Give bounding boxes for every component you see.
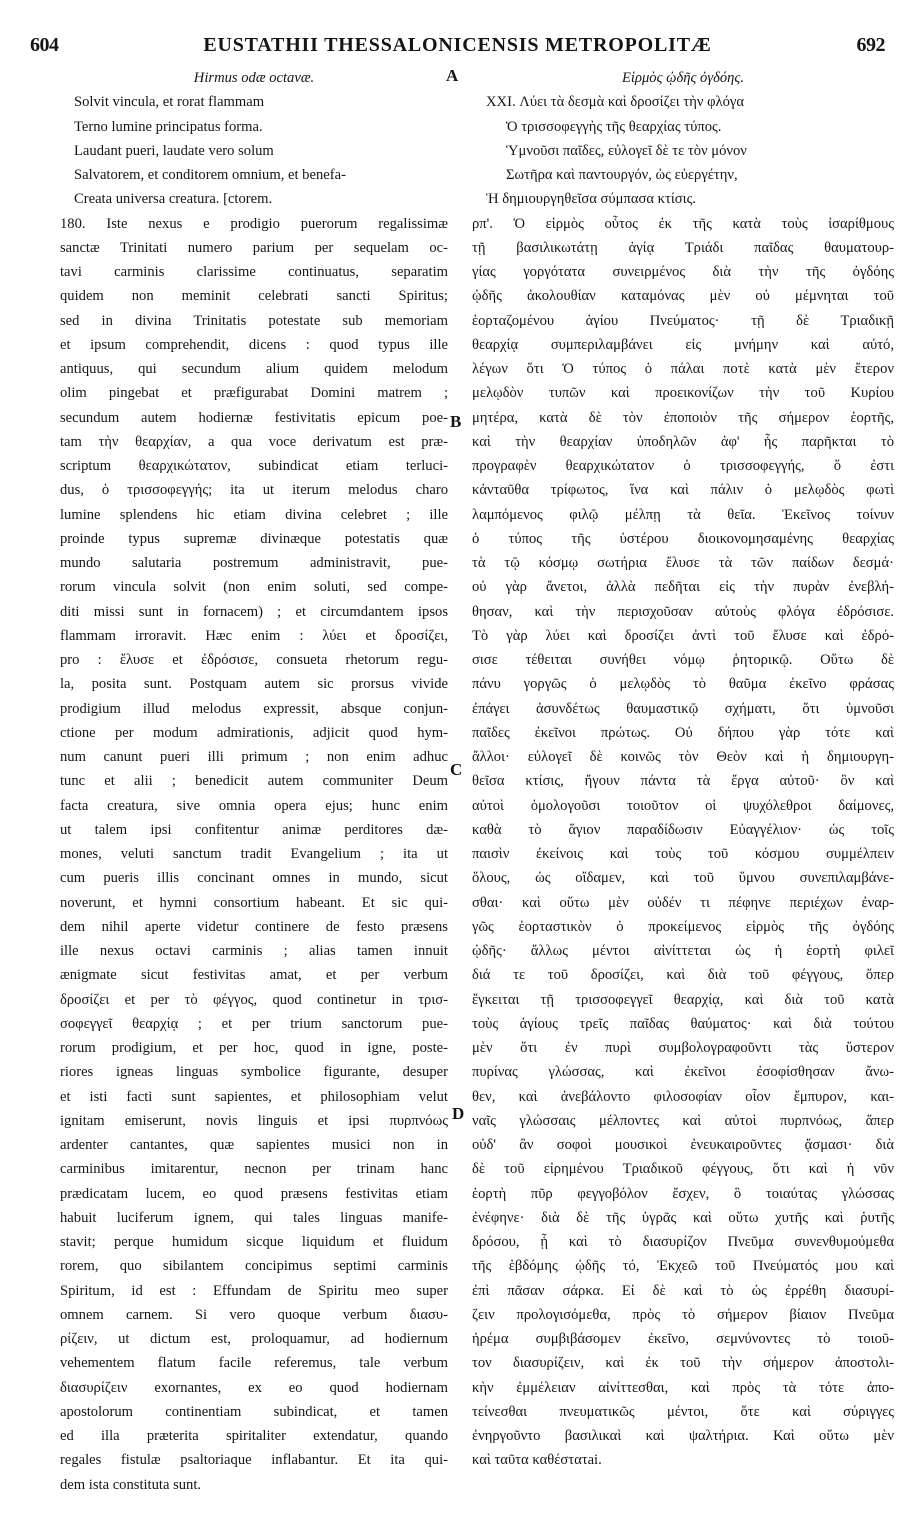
latin-text-line: vehementem flatum facile referemus, tale verbum [60,1355,448,1372]
latin-text-line: prodigium illud melodus expressit, absque conjun- [60,700,448,717]
greek-text-line: πάνυ γοργῶς ὁ μελῳδὸς τὸ θαῦμα ἐκεῖνο φράσας [472,676,894,693]
greek-text-line: ᾠδῆς· ἄλλως μέντοι αἰνίττεται ὡς ἡ ἑορτὴ φιλεῖ [472,943,894,959]
greek-text-line: γίας γοργότατα συνειρμένος διὰ τὴν τῆς ὀγδόης [472,264,894,280]
latin-text-line: δροσίζει et per τὸ φέγγος, quod continetur in τρισ- [60,991,448,1008]
latin-text-line: carminibus imitarentur, necnon per trinam hanc [60,1161,448,1178]
latin-text-line: diti missi sunt in fornacem) ; et circumdantem ipsos [60,603,448,620]
latin-text-line: tam τὴν θεαρχίαν, a qua voce derivatum est præ- [60,433,448,450]
greek-text-line: καθὰ τὸ ἅγιον παραδίδωσιν Εὐαγγέλιον· ὡς τοῖς [472,821,894,838]
greek-text-line: Ὁ τρισσοφεγγὴς τῆς θεαρχίας τύπος. [506,118,722,135]
running-title: EUSTATHII THESSALONICENSIS METROPOLITÆ [203,34,712,56]
latin-text-line: facta creatura, sive omnia opera ejus; hunc enim [60,797,448,814]
greek-text-line: δὲ τοῦ εἰρημένου Τριαδικοῦ φέγγους, ὅτι καὶ ἡ νῦν [472,1161,894,1178]
greek-text-line: Σωτῆρα καὶ παντουργόν, ὡς εὐεργέτην, [506,167,738,183]
greek-text-line: ζειν προλογισόμεθα, πρὸς τὸ σήμερον βίαιον Πνεῦμα [472,1306,894,1323]
latin-text-line: dus, ὁ τρισσοφεγγής; ita ut iterum melodus charo [60,482,448,499]
greek-text-line: μητέρα, κατὰ δὲ τὸν ἐποποιὸν τῆς σήμερον ἑορτῆς, [472,409,894,426]
greek-text-line: τείνεσθαι πνευματικῶς μέντοι, ὅτε καὶ σύριγγες [472,1403,894,1420]
greek-text-line: μὲν ὅτι ἐν πυρὶ συμβολογραφοῦντι τὰς ὕστερον [472,1040,894,1056]
latin-text-line: olim pingebat et præfigurabat Domini matrem ; [60,385,448,402]
latin-text-line: et ipsum comprehendit, dicens : quod typus ille [60,336,448,353]
greek-text-line: θεῖσα κτίσις, ἤγουν πάντα τὰ ἔργα αὐτοῦ· ὃν καὶ [472,773,894,790]
greek-text-line: XXI. Λύει τὰ δεσμὰ καὶ δροσίζει τὴν φλόγα [486,94,744,111]
greek-text-line: θεν, καὶ ἀνεβάλοντο φιλοσοφίαν οἷον ἔμπυρον, και- [472,1088,894,1105]
running-header [30,34,885,58]
greek-text-line: ἑορταζομένου ἁγίου Πνεύματος· τῇ δὲ Τριαδικῇ [472,312,894,329]
latin-text-line: et isti facti sunt sapientes, et philosophiam velut [60,1088,448,1105]
greek-text-line: τῇ βασιλικωτάτῃ ἁγίᾳ Τριάδι παῖδας θαυματουρ- [472,239,894,256]
margin-marker-d: D [452,1104,465,1123]
latin-text-line: 180. Iste nexus e prodigio puerorum regalissimæ [60,215,448,232]
greek-text-line: αὐτοὶ ὁμολογοῦσι τοιοῦτον οἱ ψυχόλεθροι δαίμονες, [472,797,894,814]
latin-text-line: sanctæ Trinitati numero parium per sequelam oc- [60,239,448,256]
latin-text-line: antiquus, qui secundum alium quidem melodum [60,361,448,377]
greek-text-line: θησαν, καὶ τὴν περισχοῦσαν αὐτοὺς φλόγα ἐδρόσισε. [472,603,894,620]
latin-text-line: σοφεγγεῖ θεαρχίᾳ ; et per trium sanctorum pue- [60,1015,448,1032]
greek-text-line: ἐπάγει ἀσυνδέτως θαυμαστικῷ σχήματι, ὅτι ὑμνοῦσι [472,700,894,717]
latin-text-line: quidem non meminit celebrati sancti Spiritus; [60,288,448,305]
latin-text-line: Spiritum, id est : Effundam de Spiritu meo super [60,1282,448,1299]
latin-column [60,66,448,1497]
greek-text-line: ἐνέφηνε· διὰ δὲ τῆς ὑγρᾶς καὶ οὕτω χυτῆς καὶ ῥυτῆς [472,1209,894,1226]
greek-text-line: τοὺς ἁγίους τρεῖς παῖδας θαύματος· καὶ διὰ τούτου [472,1015,894,1032]
greek-text-line: τον διασυρίζειν, καὶ ἐκ τοῦ τὴν σήμερον ἀποστολι- [472,1355,894,1372]
margin-marker-b: B [450,412,462,431]
greek-text-line: ὁ τύπος τῆς ὑστέρου διοικονομησαμένης θεαρχίας [472,530,894,547]
latin-text-line: διασυρίζειν exornantes, ex eo quod hodiernam [60,1379,448,1396]
latin-text-line: ρίζειν, ut dictum est, proloquamur, ad hodiernum [60,1331,448,1347]
latin-text-line: mundo salutaria postremum administravit, pue- [60,555,448,571]
latin-text-line: ille nexus octavi carminis ; alias tamen innuit [60,943,448,959]
latin-text-line: mones, veluti sanctum tradit Evangelium ; ita ut [60,846,448,862]
greek-text-line: ἐνηργοῦντο βασιλικαὶ καὶ ψαλτήρια. Καὶ οὕτω μὲν [472,1428,894,1444]
greek-text-line: ἐπὶ πᾶσαν σάρκα. Εἰ δὲ καὶ τὸ ὡς ἐρρέθη διασυρί- [472,1282,894,1299]
page-number-right: 692 [856,34,885,56]
greek-text-line: Ὑμνοῦσι παῖδες, εὐλογεῖ δὲ τε τὸν μόνον [506,142,747,159]
greek-text-line: ρπ'. Ὁ εἱρμὸς οὗτος ἐκ τῆς κατὰ τοὺς ἰσαρίθμους [472,215,894,232]
greek-text-line: ναῖς γλώσσαις μέλποντες καὶ αὐτοὶ πυρπνόως, ἅπερ [472,1112,894,1129]
latin-text-line: num canunt pueri illi primum ; non enim adhuc [60,749,448,765]
greek-text-line: παῖδες ἐκεῖνοι πρώτως. Οὐ δήπου γὰρ τότε καὶ [472,724,894,741]
greek-text-line: ἑορτὴ πῦρ φεγγοβόλον ἔσχεν, ὃ τοιαύτας γλώσσας [472,1185,894,1202]
greek-column [472,66,894,1473]
latin-text-line: Terno lumine principatus forma. [74,118,263,135]
latin-text-line: rorum prodigium, et per hoc, quod in igne, poste- [60,1040,448,1056]
greek-text-line: κὴν ἐμμέλειαν αἰνίττεσθαι, καὶ πρὸς τὰ τότε ἀπο- [472,1379,894,1396]
greek-text-line: Ἡ δημιουργηθεῖσα σύμπασα κτίσις. [486,191,696,208]
greek-text-line: ἔγκειται τῇ τρισσοφεγγεῖ θεαρχίᾳ, καὶ διὰ τοῦ κατὰ [472,991,894,1008]
greek-text-line: καὶ ταῦτα καθέστατai. [472,1452,602,1469]
latin-text-line: ignitam emiserunt, novis linguis et ipsi πυρπνόως [60,1112,448,1129]
margin-marker-a: A [446,66,459,85]
greek-text-line: πυρίνας γλώσσας, καὶ ἐκεῖνοι ἐσοφίσθησαν ἄνω- [472,1064,894,1081]
latin-heading: Hirmus odæ octavæ. [193,70,315,86]
latin-text-line: Salvatorem, et conditorem omnium, et benefa- [74,167,346,183]
greek-text-line: σισε τέθειται συνήθει νόμῳ ῥητορικῷ. Οὕτω δὲ [472,652,894,668]
latin-text-line: la, posita sunt. Postquam autem sic prorsus vivide [60,676,448,693]
latin-text-line: sed in divina Trinitatis potestate sub memoriam [60,312,448,329]
greek-heading: Εἱρμὸς ᾠδῆς ὀγδόης. [621,70,744,86]
latin-text-line: ænigmate sicut festivitas amat, et per verbum [60,967,448,984]
latin-text-line: dem ista constituta sunt. [60,1476,202,1493]
greek-text-line: προγραφὲν θεαρχικώτατον ὁ τρισσοφεγγής, ὅ ἐστι [472,458,894,474]
latin-text-line: ctione per modum admirationis, adjicit quod hym- [60,724,448,741]
latin-text-line: habuit luciferum ignem, qui tales linguas manife- [60,1209,448,1226]
latin-text-line: Laudant pueri, laudate vero solum [74,142,274,159]
latin-text-line: proinde typus supremæ divinæque potestatis quæ [60,530,448,547]
latin-text-line: stavit; perque humidum sicque liquidum et fluidum [60,1234,448,1250]
latin-text-line: omnem carnem. Si vero quoque verbum διασυ- [60,1306,448,1323]
latin-text-line: pro : ἔλυσε et ἐδρόσισε, consueta rhetorum regu- [60,652,448,668]
latin-text-line: Solvit vincula, et rorat flammam [74,94,265,111]
latin-text-line: dem nihil aperte videtur continere de festo præsens [60,918,448,935]
greek-text-line: τὰ τῷ κόσμῳ σωτήρια ἔλυσε τὰ τῶν παίδων δεσμά· [472,555,894,571]
greek-text-line: μελῳδὸν τυπῶν καὶ προεικονίζων τὴν τοῦ Κυρίου [472,385,894,402]
latin-text-line: riores igneas linguas symbolice figurante, desuper [60,1064,448,1081]
page-number-left: 604 [30,34,59,56]
latin-text-line: secundum autem hodiernæ festivitatis epicum poe- [60,409,448,426]
greek-text-line: ᾠδῆς ἀκολουθίαν καταμόνας μὲν οὐ μέμνηται τοῦ [472,288,894,305]
greek-text-line: καὶ τὴν θεαρχίαν ὑποδηλῶν ἀφ' ἧς παρῆκται τὸ [472,433,894,450]
greek-text-line: ἠρέμα συμβιβάσομεν ἐκεῖνο, σεμνύνοντες τὸ τοιοῦ- [472,1331,894,1347]
greek-text-line: Τὸ γὰρ λύει καὶ δροσίζει ἀντὶ τοῦ ἔλυσε καὶ ἐδρό- [472,627,894,644]
margin-marker-c: C [450,760,463,779]
latin-text-line: tavi carminis clarissime continuatus, separatim [60,264,448,280]
latin-text-line: ed illa præterita spiritaliter extendatur, quando [60,1428,448,1444]
greek-text-line: λέγων ὅτι Ὁ τύπος ὁ πάλαι ποτὲ κατὰ μὲν ἕτερον [472,361,894,377]
greek-text-line: σθαι· καὶ οὕτω μὲν οὐδέν τι πέφηνε περιέχων ἐναρ- [472,894,894,911]
latin-text-line: ardenter cantantes, quæ sapientes musici non in [60,1137,448,1153]
greek-text-line: οὐδ' ἂν σοφοὶ μουσικοὶ ἐνευκαιροῦντες ᾄσμασι· διὰ [472,1137,894,1153]
greek-text-line: οὐ γὰρ ἄνετοι, ἀλλὰ πεδῆται εἰς τὴν πυρὰν ἐνεβλή- [472,579,894,596]
latin-text-line: rorum vincula solvit (non enim soluti, sed compe- [60,579,448,596]
latin-text-line: ut talem ipsi confitentur animæ perditores dæ- [60,821,448,838]
latin-text-line: cum pueris illis concinant omnes in mundo, sicut [60,870,448,887]
latin-text-line: Creata universa creatura. [ctorem. [74,191,273,208]
latin-text-line: scriptum θεαρχικώτατον, subindicat etiam terluci- [60,458,448,474]
greek-text-line: θεαρχίᾳ συμπεριλαμβάνει εἰς μνήμην καὶ αὐτό, [472,336,894,353]
latin-text-line: rorem, quo sibilantem concipimus septimi carminis [60,1258,448,1275]
greek-text-line: λαμπόμενος φιλῷ μέλπῃ τὰ θεῖα. Ἐκεῖνος τοίνυν [472,506,894,523]
latin-text-line: lumine splendens hic etiam divina celebret ; ille [60,506,448,523]
greek-text-line: διά τε τοῦ δροσίζει, καὶ διὰ τοῦ φέγγους, ὅπερ [472,967,894,984]
latin-text-line: tunc et alii ; benedicit autem communiter Deum [60,773,448,790]
greek-text-line: γῶς ἑορταστικὸν ὁ προκείμενος εἱρμὸς τῆς ὀγδόης [472,918,894,935]
greek-text-line: δρόσου, ᾗ καὶ τὸ διασυρίζον Πνεῦμα συνενθυμούμεθα [472,1234,894,1250]
greek-text-line: παισὶν ἐκείνοις καὶ τοὺς τοῦ κόσμου συμμέλπειν [472,846,894,862]
greek-text-line: κἀνταῦθα τρίφωτος, ἵνα καὶ πάλιν ὁ μελῳδὸς φωτὶ [472,482,894,499]
latin-text-line: apostolorum continentiam subindicat, et tamen [60,1403,448,1420]
greek-text-line: ἄλλοι· εὐλογεῖ δὲ κοινῶς τὸν Θεὸν καὶ ἡ δημιουργη- [472,749,894,765]
latin-text-line: noverunt, et hymni consortium habeant. Et sic qui- [60,894,448,911]
latin-text-line: prædicatam lucem, eo quod præsens festivitas etiam [60,1185,448,1202]
latin-text-line: regales fistulæ psaltoriaque inflabantur. Et ita qui- [60,1452,448,1469]
greek-text-line: τῆς ἑβδόμης ᾠδῆς τό, Ἐκχεῶ τοῦ Πνεύματός μου καὶ [472,1258,894,1275]
greek-text-line: ὅλους, ὡς οἴδαμεν, καὶ τοῦ ὕμνου συνεπιλαμβάνε- [472,870,894,887]
latin-text-line: flammam irroravit. Hæc enim : λύει et δροσίζει, [60,627,448,644]
